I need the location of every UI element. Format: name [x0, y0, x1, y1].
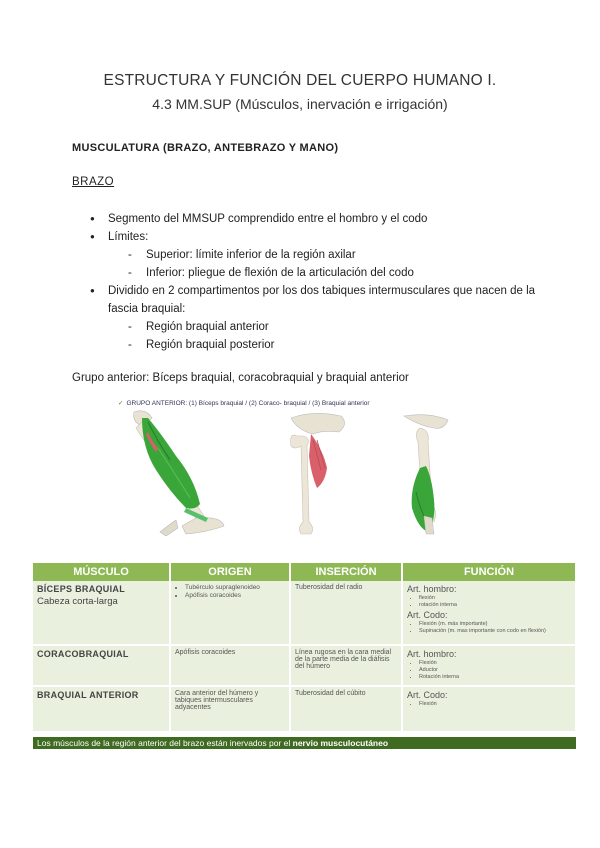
bullet-item: ● Dividido en 2 compartimentos por los dos tabiques intermusculares que nacen de la fascia braquial: [90, 282, 550, 318]
table-row [33, 581, 576, 645]
dash-item: - Región braquial posterior [90, 336, 550, 354]
cell-musculo [33, 645, 170, 686]
figure-caption: ✓ GRUPO ANTERIOR: (1) Bíceps braquial / (2) Coraco- braquial / (3) Braquial anterior [118, 400, 370, 407]
innervation-footer: Los músculos de la región anterior del brazo están inervados por el nervio musculocutáneo [33, 737, 576, 749]
subheading-brazo: BRAZO [72, 176, 115, 188]
muscle-table [33, 563, 577, 733]
origin-item: • Tubérculo supraglenoideo [185, 584, 285, 592]
bullet-item: ● Segmento del MMSUP comprendido entre el hombro y el codo [90, 210, 550, 228]
cell-origen [170, 581, 290, 645]
bullet-item: ● Límites: [90, 228, 550, 246]
biceps-illustration [112, 408, 232, 536]
origin-item: • Apófisis coracoides [185, 592, 285, 600]
section-heading: MUSCULATURA (BRAZO, ANTEBRAZO Y MANO) [72, 142, 339, 154]
muscle-name: BÍCEPS BRAQUIAL [37, 584, 126, 594]
header-insercion: INSERCIÓN [290, 563, 402, 581]
cell-funcion [402, 581, 576, 645]
document-subtitle: 4.3 MM.SUP (Músculos, inervación e irrigación) [152, 96, 448, 112]
function-item: • rotación interna [419, 602, 571, 609]
cell-insercion: Tuberosidad del cúbito [290, 686, 402, 732]
art-label: Art. Codo: [407, 690, 448, 700]
cell-musculo [33, 581, 170, 645]
table-row [33, 686, 576, 732]
dash-item: - Superior: límite inferior de la región axilar [90, 246, 550, 264]
cell-origen: Apófisis coracoides [170, 645, 290, 686]
muscle-subname: Cabeza corta-larga [37, 596, 118, 607]
cell-funcion [402, 645, 576, 686]
function-item: • Flexión [419, 701, 571, 708]
muscle-name: CORACOBRAQUIAL [37, 649, 129, 659]
header-musculo: MÚSCULO [33, 563, 170, 581]
muscle-name: BRAQUIAL ANTERIOR [37, 690, 139, 700]
nerve-name: nervio musculocutáneo [292, 738, 389, 748]
dash-item: - Región braquial anterior [90, 318, 550, 336]
function-item: • flexión [419, 595, 571, 602]
function-item: • Flexión (m. más importante) [419, 621, 571, 628]
bullet-list [90, 210, 550, 354]
table-row [33, 645, 576, 686]
cell-musculo [33, 686, 170, 732]
group-anterior-line: Grupo anterior: Bíceps braquial, coracobraquial y braquial anterior [72, 372, 409, 384]
document-title: ESTRUCTURA Y FUNCIÓN DEL CUERPO HUMANO I. [103, 72, 497, 89]
dash-item: - Inferior: pliegue de flexión de la articulación del codo [90, 264, 550, 282]
check-icon: ✓ [118, 400, 124, 407]
coracobraquial-illustration [283, 410, 353, 535]
cell-funcion [402, 686, 576, 732]
function-item: • Flexión [419, 660, 571, 667]
header-funcion: FUNCIÓN [402, 563, 576, 581]
cell-origen: Cara anterior del húmero y tabiques intermusculares adyacentes [170, 686, 290, 732]
function-item: • Aductor [419, 667, 571, 674]
header-origen: ORIGEN [170, 563, 290, 581]
art-label: Art. Codo: [407, 610, 448, 620]
cell-insercion: Línea rugosa en la cara medial de la parte media de la diáfisis del húmero [290, 645, 402, 686]
function-item: • Rotación interna [419, 674, 571, 681]
cell-insercion: Tuberosidad del radio [290, 581, 402, 645]
art-label: Art. hombro: [407, 584, 457, 594]
function-item: • Supinación (m. mas importante con codo en flexión) [419, 628, 571, 635]
braquial-anterior-illustration [400, 412, 460, 537]
art-label: Art. hombro: [407, 649, 457, 659]
